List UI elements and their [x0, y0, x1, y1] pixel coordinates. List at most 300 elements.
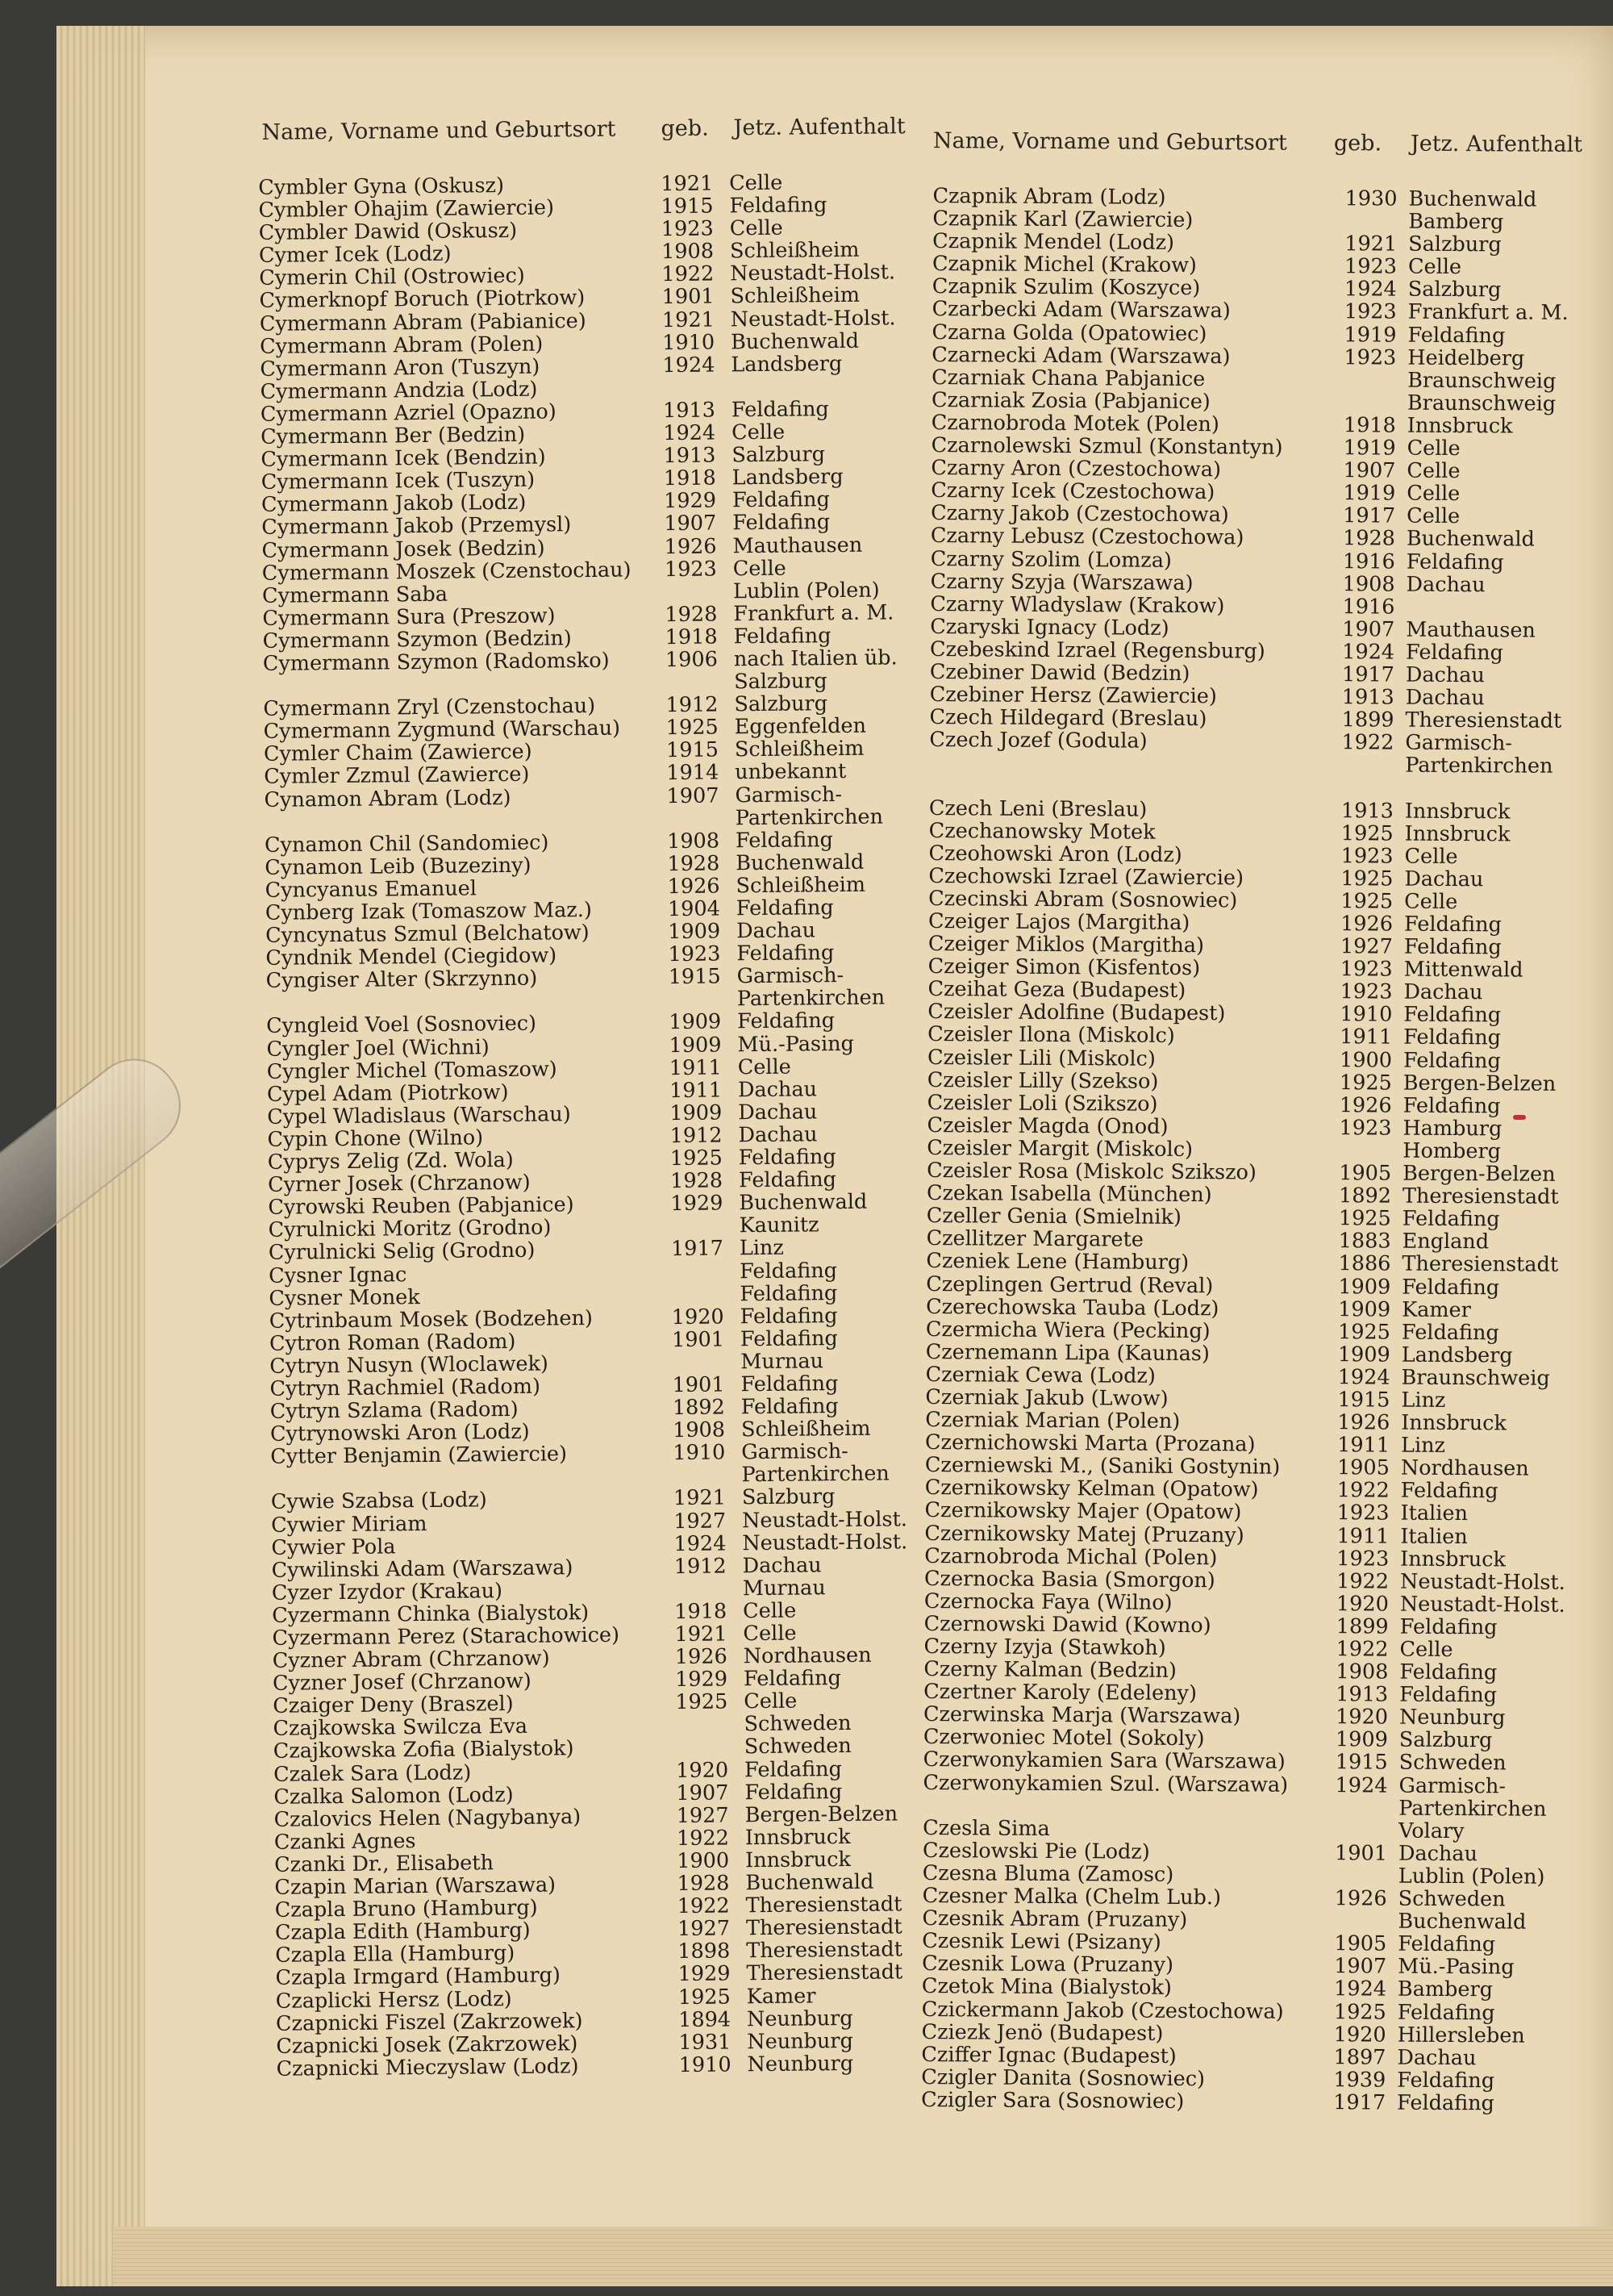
right-name-entry: Czeihat Geza (Budapest) [927, 977, 1186, 1004]
left-place-entry: Neunburg [746, 2006, 853, 2031]
right-name-entry: Czapnik Szulim (Koszyce) [932, 274, 1201, 301]
right-name-entry: Czapnik Mendel (Lodz) [932, 229, 1175, 256]
right-name-entry: Czechowski Izrael (Zawiercie) [928, 863, 1244, 891]
right-name-entry: Czerniak Cewa (Lodz) [925, 1362, 1156, 1388]
left-place-entry: Landsberg [731, 465, 844, 491]
left-name-entry: Cywilinski Adam (Warszawa) [271, 1555, 573, 1583]
right-year-entry: 1924 [1337, 1365, 1390, 1390]
right-place-entry: Feldafing [1406, 549, 1504, 574]
right-year-entry: 1923 [1340, 957, 1393, 982]
left-name-entry: Czanki Agnes [273, 1829, 416, 1855]
left-year-entry: 1910 [678, 2052, 731, 2077]
left-year-entry: 1921 [673, 1485, 727, 1511]
left-place-entry: Schweden [744, 1711, 852, 1737]
right-place-entry: Bamberg [1408, 209, 1504, 235]
left-place-entry: Partenkirchen [736, 985, 886, 1012]
right-year-entry: 1892 [1338, 1183, 1392, 1209]
right-year-entry: 1899 [1341, 708, 1394, 733]
right-year-entry: 1923 [1336, 1501, 1390, 1526]
left-name-entry: Cytter Benjamin (Zawiercie) [270, 1442, 568, 1470]
left-place-entry: Murnau [740, 1349, 824, 1375]
right-place-entry: Mauthausen [1406, 617, 1536, 643]
right-year-entry: 1907 [1334, 1954, 1387, 1979]
right-name-entry: Czigler Danita (Sosnowiec) [921, 2064, 1206, 2091]
left-place-entry: Landsberg [731, 351, 843, 378]
right-name-entry: Czeslowski Pie (Lodz) [922, 1838, 1150, 1864]
left-name-entry: Cymermann Josek (Bedzin) [261, 536, 545, 563]
left-name-entry: Cymler Chaim (Zawierce) [263, 740, 532, 767]
right-name-entry: Czeniek Lene (Hamburg) [926, 1249, 1190, 1275]
right-year-entry [1318, 1797, 1387, 1820]
right-name-entry: Czerniewski M., (Saniki Gostynin) [924, 1453, 1281, 1480]
right-place-entry: Nordhausen [1400, 1455, 1529, 1481]
right-name-entry: Czernikowsky Kelman (Opatow) [924, 1476, 1259, 1502]
right-year-entry: 1909 [1338, 1296, 1391, 1322]
left-place-entry: Linz [739, 1236, 784, 1261]
left-place-entry: Neustadt-Holst. [730, 260, 896, 286]
right-name-entry: Czetok Mina (Bialystok) [921, 1974, 1172, 2001]
left-place-entry: Kamer [746, 1983, 816, 2009]
left-place-entry: Buchenwald [739, 1189, 868, 1216]
left-place-entry: Dachau [737, 1077, 818, 1103]
left-year-entry: 1924 [673, 1531, 727, 1556]
right-year-entry [1317, 1910, 1386, 1933]
left-place-entry: Celle [729, 170, 783, 196]
left-name-entry: Cynamon Leib (Buzeziny) [265, 853, 531, 880]
right-name-entry: Czarnecki Adam (Warszawa) [932, 342, 1231, 369]
left-place-entry: Feldafing [740, 1394, 839, 1420]
left-name-entry: Czaiger Deny (Braszel) [273, 1692, 514, 1719]
right-place-entry: Hillersleben [1397, 2023, 1525, 2048]
right-place-entry: Dachau [1405, 685, 1485, 711]
right-place-entry: Garmisch- [1405, 730, 1513, 756]
right-place-entry: Buchenwald [1406, 527, 1535, 553]
left-name-entry: Cypel Adam (Piotrkow) [266, 1079, 509, 1107]
right-place-entry: Feldafing [1398, 1931, 1496, 1957]
left-year-entry: 1927 [677, 1916, 731, 1942]
left-year-entry: 1913 [663, 443, 716, 469]
left-place-entry: Schleißheim [730, 283, 861, 309]
right-year-entry: 1926 [1334, 1886, 1387, 1911]
left-year-entry: 1909 [669, 1033, 722, 1058]
right-year-entry [1327, 210, 1397, 233]
right-header-name: Name, Vorname und Geburtsort [932, 128, 1287, 156]
left-year-entry: 1928 [667, 851, 720, 876]
left-name-entry: Cyncyanus Emanuel [265, 876, 477, 903]
right-place-entry: Celle [1407, 503, 1461, 529]
right-place-entry: Bergen-Belzen [1403, 1071, 1557, 1096]
left-place-entry: Salzburg [731, 442, 826, 468]
left-name-entry: Cyngler Joel (Wichni) [266, 1034, 490, 1062]
left-name-entry: Cyzermann Chinka (Bialystok) [272, 1600, 590, 1628]
right-year-entry: 1922 [1336, 1568, 1390, 1594]
right-year-entry: 1883 [1338, 1229, 1391, 1254]
left-place-entry: Dachau [738, 1122, 818, 1148]
left-place-entry: Garmisch- [736, 963, 844, 989]
right-name-entry: Czarnobroda Michal (Polen) [924, 1543, 1218, 1570]
right-name-entry: Czesner Malka (Chelm Lub.) [922, 1884, 1222, 1910]
left-year-entry: 1926 [674, 1644, 727, 1670]
left-place-entry: Dachau [738, 1100, 818, 1125]
right-year-entry: 1930 [1344, 186, 1398, 211]
right-place-column [1397, 188, 1603, 2115]
right-name-entry: Czerny Kalman (Bedzin) [923, 1657, 1177, 1684]
left-year-entry: 1894 [678, 2007, 731, 2032]
right-name-entry: Czermicha Wiera (Pecking) [925, 1317, 1211, 1343]
right-name-entry: Czerniak Jakub (Lwow) [925, 1385, 1169, 1411]
left-name-entry: Cymermann Moszek (Czenstochau) [261, 557, 631, 586]
left-place-entry: Feldafing [736, 895, 834, 921]
left-name-entry: Cymermann Abram (Pabianice) [259, 308, 586, 336]
right-name-entry: Czerwonykamien Szul. (Warszawa) [923, 1770, 1289, 1797]
left-place-entry: Partenkirchen [735, 804, 884, 830]
right-name-entry: Czeller Genia (Smielnik) [926, 1204, 1182, 1230]
left-place-entry: Theresienstadt [745, 1914, 902, 1941]
left-year-entry: 1912 [669, 1123, 723, 1149]
left-name-entry: Cymermann Aron (Tuszyn) [260, 354, 540, 382]
left-year-entry: 1913 [662, 398, 716, 424]
left-name-entry: Cymer Icek (Lodz) [258, 241, 452, 269]
right-name-entry: Czeiger Miklos (Margitha) [927, 932, 1205, 958]
right-name-entry: Czernowski Dawid (Kowno) [923, 1611, 1211, 1639]
left-year-entry: 1926 [664, 534, 717, 559]
right-place-entry: Feldafing [1399, 1682, 1498, 1708]
left-name-entry: Cyngler Michel (Tomaszow) [266, 1057, 557, 1084]
left-place-entry: Feldafing [744, 1779, 843, 1805]
right-year-entry: 1918 [1343, 413, 1396, 438]
left-year-entry: 1915 [661, 194, 714, 219]
right-year-entry: 1905 [1339, 1161, 1392, 1186]
right-place-entry: Theresienstadt [1405, 708, 1562, 734]
right-name-entry: Czertner Karoly (Edeleny) [923, 1680, 1198, 1706]
right-name-entry: Czernichowski Marta (Prozana) [925, 1430, 1256, 1457]
right-year-entry: 1905 [1336, 1455, 1390, 1480]
left-year-entry: 1910 [662, 330, 715, 355]
left-place-entry: Feldafing [729, 193, 827, 219]
right-place-entry: Braunschweig [1401, 1365, 1550, 1391]
left-year-entry: 1925 [669, 1146, 723, 1171]
right-year-entry: 1926 [1340, 912, 1394, 937]
right-place-entry: Neustadt-Holst. [1399, 1592, 1565, 1618]
red-ink-mark [1513, 1115, 1526, 1120]
left-year-entry: 1910 [673, 1440, 726, 1466]
left-place-entry: Eggenfelden [734, 713, 867, 740]
right-year-entry: 1939 [1333, 2067, 1386, 2093]
left-year-entry: 1923 [661, 216, 714, 242]
right-year-entry [1324, 776, 1394, 799]
left-place-entry: Dachau [736, 918, 816, 944]
right-name-entry: Czarna Golda (Opatowiec) [932, 319, 1207, 346]
left-place-entry: Feldafing [732, 510, 831, 536]
left-name-entry: Cymermann Azriel (Opazno) [260, 399, 556, 427]
left-year-entry: 1928 [670, 1168, 723, 1194]
right-place-entry [1406, 595, 1599, 620]
left-name-entry: Cymermann Icek (Tuszyn) [260, 467, 536, 495]
left-place-entry: Neunburg [747, 2051, 854, 2077]
right-place-entry: Schweden [1398, 1751, 1507, 1776]
right-header-place: Jetz. Aufenthalt [1410, 131, 1583, 157]
left-header-name: Name, Vorname und Geburtsort [261, 116, 616, 145]
right-name-entry: Czesla Sima [923, 1815, 1050, 1841]
left-place-entry: Neustadt-Holst. [742, 1529, 908, 1555]
right-place-entry: Neunburg [1398, 1705, 1506, 1730]
right-year-entry: 1924 [1335, 1772, 1388, 1798]
right-name-entry: Czeisler Loli (Szikszo) [927, 1090, 1158, 1117]
right-year-entry: 1917 [1333, 2090, 1386, 2115]
right-year-entry: 1916 [1342, 549, 1395, 574]
left-year-entry: 1929 [677, 1961, 731, 1987]
right-place-entry: Salzburg [1407, 278, 1502, 303]
left-name-entry: Cymermann Sura (Preszow) [262, 603, 556, 631]
left-name-entry: Cymerknopf Boruch (Piotrkow) [259, 286, 586, 314]
right-name-entry: Czechanowsky Motek [928, 818, 1156, 845]
left-place-entry: Feldafing [735, 827, 834, 854]
right-year-entry: 1923 [1344, 254, 1398, 279]
right-name-entry: Czellitzer Margarete [926, 1226, 1144, 1253]
right-place-entry: Kamer [1402, 1297, 1471, 1322]
right-name-entry: Czarny Icek (Czestochowa) [931, 478, 1215, 505]
right-name-column [921, 185, 1320, 2114]
right-year-entry: 1911 [1340, 1025, 1393, 1050]
right-name-entry: Czapnik Karl (Zawiercie) [932, 207, 1194, 233]
right-place-entry: Salzburg [1398, 1728, 1493, 1753]
right-year-entry: 1908 [1336, 1659, 1389, 1684]
right-place-entry: Celle [1407, 481, 1461, 507]
right-name-entry: Czarny Lebusz (Czestochowa) [930, 524, 1244, 550]
right-place-entry: Feldafing [1403, 912, 1502, 937]
right-year-entry: 1923 [1340, 979, 1393, 1004]
right-name-entry: Cziezk Jenö (Budapest) [921, 2019, 1164, 2046]
left-name-entry: Cytrinbaum Mosek (Bodzehen) [269, 1305, 594, 1334]
left-name-entry: Cytryn Nusyn (Wloclawek) [269, 1351, 549, 1379]
right-year-entry: 1913 [1336, 1682, 1389, 1707]
right-place-entry: Mü.-Pasing [1398, 1954, 1515, 1980]
left-name-entry: Cymbler Dawid (Oskusz) [258, 219, 518, 246]
left-place-entry: Feldafing [740, 1280, 838, 1306]
right-name-entry: Czeisler Lili (Miskolc) [927, 1045, 1156, 1071]
left-place-entry: Schleißheim [736, 872, 866, 899]
right-year-entry: 1913 [1340, 798, 1394, 824]
right-name-entry: Czarny Szyja (Warszawa) [930, 569, 1194, 595]
left-place-entry: Salzburg [734, 691, 828, 717]
right-name-entry: Czeisler Rosa (Miskolc Szikszo) [927, 1158, 1257, 1185]
left-year-entry: 1921 [674, 1622, 727, 1647]
left-place-entry: Feldafing [731, 397, 829, 423]
left-year-entry: 1929 [670, 1191, 723, 1217]
left-name-entry: Cymermann Saba [261, 582, 448, 608]
right-year-entry: 1905 [1334, 1931, 1387, 1956]
left-year-entry: 1927 [673, 1508, 727, 1534]
right-year-entry: 1909 [1338, 1274, 1391, 1300]
right-name-entry: Czeplingen Gertrud (Reval) [926, 1271, 1214, 1298]
right-name-entry: Czarny Aron (Czestochowa) [931, 456, 1222, 482]
left-place-entry: Feldafing [740, 1325, 838, 1352]
right-name-entry: Czesna Bluma (Zamosc) [922, 1860, 1174, 1887]
right-name-entry: Czech Jozef (Godula) [929, 728, 1148, 754]
right-place-entry: Feldafing [1399, 1659, 1498, 1685]
left-year-entry: 1923 [668, 941, 721, 967]
right-year-entry: 1921 [1344, 232, 1398, 257]
right-name-entry [923, 1794, 1310, 1819]
right-year-entry: 1886 [1338, 1251, 1391, 1276]
left-name-entry: Cymbler Ohajim (Zawiercie) [258, 195, 555, 223]
right-place-entry [1405, 777, 1598, 801]
left-year-entry: 1908 [673, 1417, 726, 1443]
right-name-entry: Czarniak Zosia (Pabjanice) [931, 387, 1211, 415]
left-place-entry: Innsbruck [745, 1847, 852, 1873]
right-year-entry: 1910 [1340, 1002, 1393, 1027]
left-year-entry: 1909 [669, 1009, 722, 1035]
right-year-entry: 1925 [1337, 1319, 1391, 1345]
left-name-entry: Cysner Ignac [269, 1262, 407, 1288]
left-name-entry: Cyprys Zelig (Zd. Wola) [267, 1147, 514, 1175]
right-name-entry: Czech Leni (Breslau) [928, 795, 1148, 822]
left-place-entry: Celle [743, 1598, 797, 1624]
left-year-entry: 1924 [663, 420, 716, 446]
left-name-entry: Cyrulnicki Moritz (Grodno) [268, 1215, 552, 1243]
right-place-entry: Dachau [1405, 662, 1485, 688]
right-year-entry: 1909 [1335, 1727, 1388, 1752]
right-year-entry [1318, 1864, 1387, 1888]
right-year-entry: 1917 [1341, 662, 1395, 687]
right-name-entry: Czerwonykamien Sara (Warszawa) [923, 1747, 1286, 1775]
right-year-entry: 1915 [1337, 1388, 1390, 1413]
right-year-entry [1327, 369, 1396, 392]
right-name-entry: Czernikowsky Majer (Opatow) [924, 1498, 1242, 1525]
right-place-entry: Frankfurt a. M. [1407, 300, 1569, 326]
left-year-entry: 1907 [676, 1780, 729, 1805]
left-year-entry: 1907 [666, 783, 719, 808]
left-place-entry: Frankfurt a. M. [733, 600, 894, 627]
right-year-entry: 1920 [1336, 1591, 1389, 1617]
left-place-entry: Neustadt-Holst. [741, 1506, 908, 1533]
left-year-entry: 1911 [669, 1078, 723, 1103]
left-name-entry: Cyzner Josef (Chrzanow) [272, 1668, 531, 1697]
left-name-entry: Czajkowska Zofia (Bialystok) [273, 1736, 574, 1764]
right-name-entry: Czerwoniec Motel (Sokoly) [923, 1725, 1205, 1751]
left-name-entry: Cywier Pola [271, 1534, 396, 1560]
right-place-entry: Garmisch- [1398, 1773, 1507, 1799]
right-place-entry: Innsbruck [1407, 413, 1513, 439]
right-year-entry: 1919 [1343, 436, 1396, 461]
right-year-entry [1327, 391, 1396, 415]
left-name-entry: Cyrowski Reuben (Pabjanice) [268, 1192, 574, 1221]
right-name-entry: Czecinski Abram (Sosnowiec) [928, 886, 1238, 913]
right-year-entry: 1925 [1340, 820, 1394, 846]
left-name-entry: Czapnicki Mieczyslaw (Lodz) [276, 2054, 579, 2081]
left-year-entry: 1922 [676, 1826, 730, 1851]
right-place-entry: Salzburg [1408, 232, 1502, 257]
right-name-entry: Czesnik Lowa (Pruzany) [922, 1952, 1174, 1978]
left-name-entry: Cypin Chone (Wilno) [267, 1125, 484, 1152]
left-year-entry: 1915 [668, 964, 721, 990]
right-place-entry: Italien [1400, 1524, 1468, 1549]
left-name-entry: Cytrynowski Aron (Lodz) [269, 1419, 530, 1447]
left-name-entry: Czapla Ella (Hamburg) [275, 1941, 515, 1968]
right-year-entry: 1917 [1343, 503, 1396, 528]
left-name-entry: Czapnicki Fiszel (Zakrzowek) [275, 2008, 583, 2036]
left-name-entry: Czanki Dr., Elisabeth [274, 1851, 494, 1877]
left-year-entry: 1929 [663, 488, 717, 514]
right-place-entry: Partenkirchen [1398, 1796, 1547, 1822]
right-name-entry: Czeiger Lajos (Margitha) [927, 909, 1190, 936]
right-place-entry: Linz [1400, 1433, 1446, 1459]
left-place-entry: Feldafing [731, 487, 830, 513]
right-year-entry: 1926 [1339, 1092, 1392, 1118]
right-year-entry: 1911 [1336, 1523, 1390, 1549]
left-place-entry: Dachau [742, 1553, 822, 1578]
right-year-entry: 1919 [1343, 481, 1396, 506]
right-year-entry: 1925 [1339, 1070, 1392, 1096]
right-year-entry [1318, 1819, 1387, 1843]
left-name-entry: Cymermann Zygmund (Warschau) [263, 716, 621, 745]
right-header-year: geb. [1333, 131, 1382, 157]
right-place-entry: Feldafing [1403, 934, 1502, 960]
right-name-entry: Czarnolewski Szmul (Konstantyn) [931, 433, 1283, 460]
right-year-entry: 1923 [1340, 843, 1394, 869]
left-place-entry: Murnau [742, 1576, 826, 1601]
left-name-entry: Czalka Salomon (Lodz) [273, 1782, 514, 1810]
right-year-column [1316, 187, 1398, 2114]
left-year-entry: 1918 [663, 465, 716, 491]
right-place-entry: Innsbruck [1404, 821, 1511, 847]
left-place-entry: Bergen-Belzen [744, 1801, 898, 1827]
right-name-entry: Czarny Jakob (Czestochowa) [931, 501, 1229, 528]
left-name-entry: Cyncynatus Szmul (Belchatow) [265, 920, 590, 948]
right-place-entry: Schweden [1398, 1886, 1506, 1912]
left-header-year: geb. [661, 115, 709, 142]
left-year-entry: 1918 [674, 1599, 727, 1624]
right-year-entry: 1924 [1342, 640, 1395, 665]
left-place-entry: Feldafing [740, 1258, 838, 1284]
left-year-entry: 1924 [662, 353, 715, 378]
right-place-entry: Feldafing [1400, 1478, 1498, 1504]
left-year-entry: 1928 [677, 1871, 730, 1897]
left-name-entry: Cymermann Abram (Polen) [259, 332, 544, 359]
left-name-entry: Czapin Marian (Warszawa) [274, 1872, 556, 1900]
right-year-entry: 1925 [1340, 866, 1394, 891]
left-year-entry: 1918 [665, 624, 718, 649]
right-year-entry: 1907 [1342, 616, 1395, 642]
left-place-entry: Buchenwald [730, 328, 860, 354]
right-place-entry: Innsbruck [1404, 799, 1511, 824]
right-name-entry: Czernocka Faya (Wilno) [923, 1588, 1173, 1615]
right-place-entry: Theresienstadt [1402, 1183, 1559, 1209]
left-year-entry: 1901 [661, 284, 715, 310]
right-place-entry: Buchenwald [1408, 186, 1537, 212]
right-name-entry [929, 774, 1316, 799]
left-place-entry: Partenkirchen [741, 1461, 890, 1488]
right-place-entry: Hamburg [1403, 1116, 1503, 1142]
right-year-entry: 1922 [1336, 1637, 1389, 1662]
left-place-entry: Theresienstadt [746, 1960, 903, 1986]
right-place-entry: Feldafing [1397, 2068, 1495, 2094]
left-place-entry: Neunburg [747, 2028, 853, 2054]
left-name-entry: Cyzer Izydor (Krakau) [271, 1578, 503, 1605]
left-name-entry: Cymermann Jakob (Przemysl) [261, 512, 572, 541]
left-name-entry: Cynamon Abram (Lodz) [264, 785, 511, 812]
right-year-entry: 1915 [1335, 1750, 1388, 1776]
right-place-entry: Mittenwald [1403, 957, 1523, 983]
right-place-entry: England [1402, 1229, 1490, 1254]
right-place-entry: Celle [1404, 844, 1458, 869]
right-name-entry: Czickermann Jakob (Czestochowa) [921, 1997, 1284, 2024]
left-year-entry: 1921 [661, 171, 714, 197]
right-name-entry: Czeisler Adolfine (Budapest) [927, 1000, 1226, 1026]
left-name-entry: Czaplicki Hersz (Lodz) [275, 1986, 512, 2014]
right-name-entry: Czaryski Ignacy (Lodz) [930, 614, 1169, 641]
right-place-entry: Theresienstadt [1402, 1252, 1559, 1278]
